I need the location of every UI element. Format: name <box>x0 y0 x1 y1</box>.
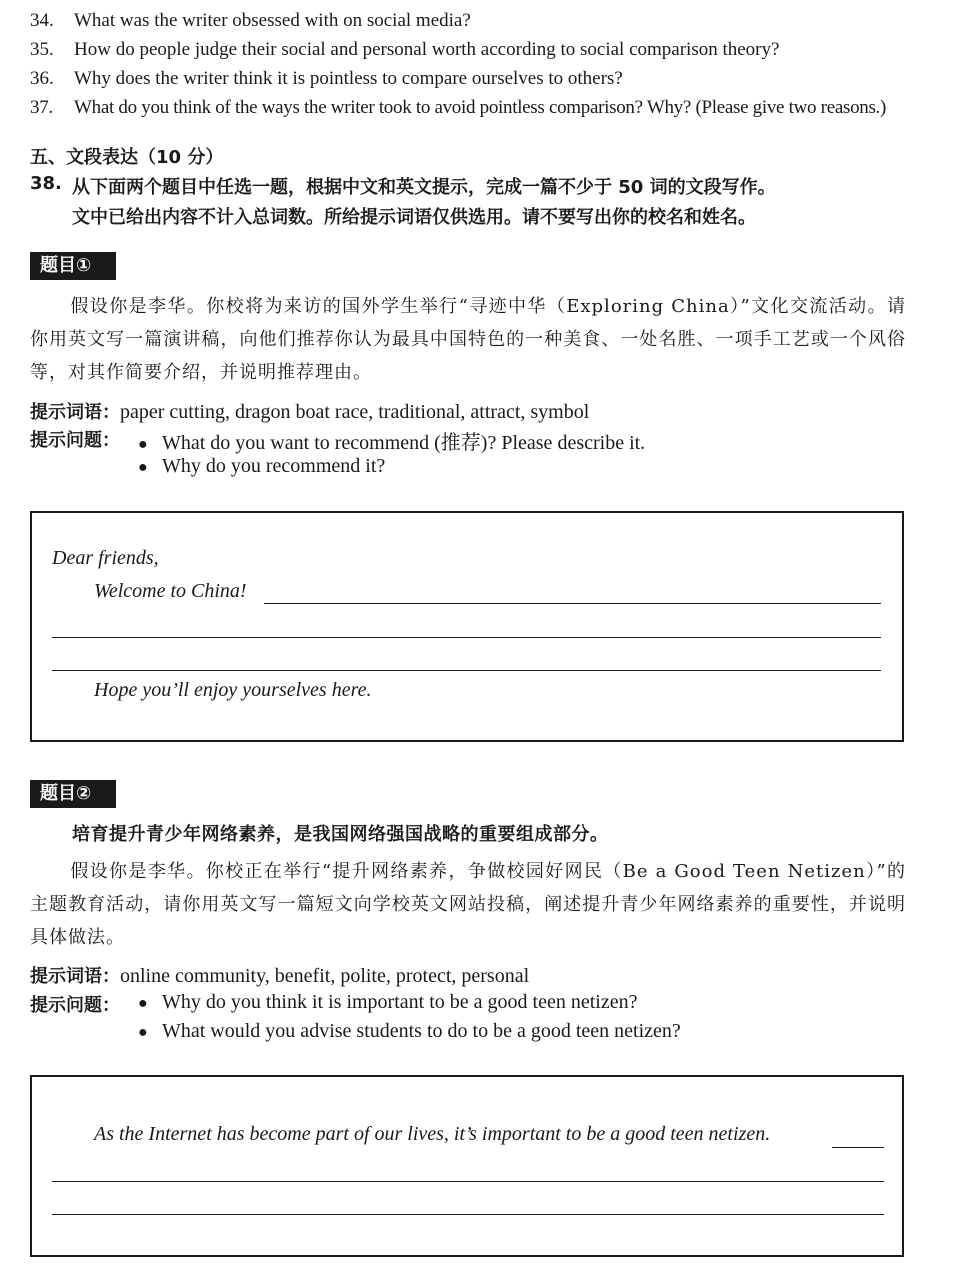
topic-2-tag: 题目② <box>30 780 116 808</box>
topic-2-answer-box[interactable] <box>30 1075 904 1257</box>
hint-questions-label: 提示问题： <box>30 430 120 451</box>
answer-line[interactable] <box>264 603 881 604</box>
question-number: 34. <box>30 10 54 31</box>
question-36 <box>30 68 623 90</box>
question-number: 36. <box>30 68 54 89</box>
hint-words: paper cutting, dragon boat race, traditional, attract, symbol <box>120 401 590 423</box>
bullet-icon: ● <box>138 1024 148 1041</box>
topic-1-tag: 题目① <box>30 252 116 280</box>
answer-closing: Hope you’ll enjoy yourselves here. <box>94 679 372 701</box>
bullet-icon: ● <box>138 995 148 1012</box>
question-text: Why does the writer think it is pointless to compare ourselves to others? <box>74 68 623 89</box>
topic-1-answer-box[interactable] <box>30 511 904 742</box>
bullet-text: Why do you think it is important to be a good teen netizen? <box>162 991 638 1013</box>
question-text: What was the writer obsessed with on social media? <box>74 10 471 31</box>
answer-welcome: Welcome to China! <box>94 580 247 602</box>
hint-questions-label: 提示问题： <box>30 995 120 1016</box>
topic-1-prompt-text: 假设你是李华。你校将为来访的国外学生举行“寻迹中华（Exploring China）”文化交流活动。请你用英文写一篇演讲稿，向他们推荐你认为最具中国特色的一种美食、一处名胜、一项手工艺或一个风俗等，对其作简要介绍，并说明推荐理由。 <box>30 296 906 383</box>
question-number: 35. <box>30 39 54 60</box>
topic-2-hint-questions-label <box>30 991 120 1017</box>
topic-2-bullet-2 <box>138 1020 681 1043</box>
bullet-icon: ● <box>138 436 148 453</box>
topic-2-prompt <box>30 855 906 954</box>
topic-2-hint-words <box>30 962 529 988</box>
bullet-icon: ● <box>138 459 148 476</box>
topic-1-hint-words <box>30 398 589 424</box>
question-35 <box>30 39 779 61</box>
topic-2-headline: 培育提升青少年网络素养，是我国网络强国战略的重要组成部分。 <box>72 824 609 845</box>
section-heading: 五、文段表达（10 分） <box>30 147 224 168</box>
bullet-text: What would you advise students to do to be a good teen netizen? <box>162 1020 681 1042</box>
hint-words-label: 提示词语： <box>30 966 120 987</box>
answer-greeting: Dear friends, <box>52 547 159 569</box>
answer-line[interactable] <box>52 637 881 638</box>
topic-1-bullet-2 <box>138 455 385 478</box>
answer-line[interactable] <box>52 1214 884 1215</box>
topic-1-bullet-1 <box>138 426 645 455</box>
question-text: What do you think of the ways the writer took to avoid pointless comparison? Why? (Please give two reasons.) <box>74 97 887 118</box>
bullet-text: What do you want to recommend (推荐)? Please describe it. <box>162 432 646 454</box>
question-38-instruction-line1: 从下面两个题目中任选一题，根据中文和英文提示，完成一篇不少于 50 词的文段写作。 <box>72 177 776 198</box>
topic-2-bullet-1 <box>138 991 637 1014</box>
question-38-instruction-line2: 文中已给出内容不计入总词数。所给提示词语仅供选用。请不要写出你的校名和姓名。 <box>72 207 756 228</box>
question-38-number: 38. <box>30 173 62 194</box>
answer-line[interactable] <box>52 670 881 671</box>
answer-line[interactable] <box>832 1147 884 1148</box>
topic-2-prompt-text: 假设你是李华。你校正在举行“提升网络素养，争做校园好网民（Be a Good Teen Netizen）”的主题教育活动，请你用英文写一篇短文向学校英文网站投稿，阐述提升青少年网络素养的重要性，并说明具体做法。 <box>30 861 906 948</box>
question-37 <box>30 97 886 119</box>
topic-1-prompt <box>30 290 906 389</box>
answer-line[interactable] <box>52 1181 884 1182</box>
bullet-text: Why do you recommend it? <box>162 455 386 477</box>
topic-1-hint-questions-label <box>30 426 120 452</box>
question-text: How do people judge their social and personal worth according to social comparison theory? <box>74 39 780 60</box>
hint-words: online community, benefit, polite, protect, personal <box>120 965 530 987</box>
question-34 <box>30 10 471 32</box>
answer-opening: As the Internet has become part of our lives, it’s important to be a good teen netizen. <box>94 1123 771 1145</box>
question-number: 37. <box>30 97 53 118</box>
hint-words-label: 提示词语： <box>30 402 120 423</box>
